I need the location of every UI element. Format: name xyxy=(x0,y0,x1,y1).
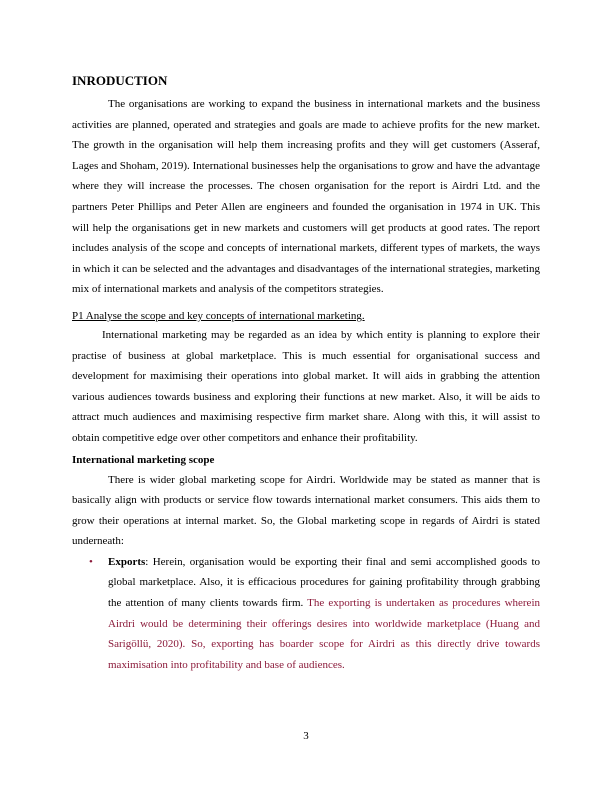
bullet-list xyxy=(72,552,540,676)
intro-heading: INRODUCTION xyxy=(72,73,168,88)
p1-heading: P1 Analyse the scope and key concepts of international marketing. xyxy=(72,309,365,322)
bullet-paragraph xyxy=(108,552,540,676)
page-number: 3 xyxy=(303,730,309,742)
intro-paragraph: The organisations are working to expand the business in international markets and the business activities are planned, operated and strategies and goals are made to achieve profits for the new market. The growth in the organisation will help them increasing profits and they will get customers (Asseraf, Lages and Shoham, 2019). International businesses help the organisations to grow and have the advantage where they will increase the processes. The chosen organisation for the report is Airdri Ltd. and the partners Peter Phillips and Peter Allen are engineers and founded the organisation in 1974 in UK. This will help the organisations get in new markets and customers will get products at good rates. The report includes analysis of the scope and concepts of international markets, different types of markets, the ways in which it can be selected and the advantages and disadvantages of the international strategies, marketing mix of international markets and analysis of the competitors strategies. xyxy=(72,98,540,296)
scope-heading: International marketing scope xyxy=(72,453,215,466)
page-content xyxy=(72,72,540,675)
bullet-term: Exports xyxy=(108,555,146,568)
list-item-exports xyxy=(72,552,540,676)
p1-paragraph: International marketing may be regarded as an idea by which entity is planning to explore their practise of business at global marketplace. This is much essential for organisational success and development for maximising their operations into global market. It will aids in grabbing the attention various audiences towards business and exploring their functions at new market. Also, it will be aids to attract much audiences and maximising respective firm market share. Along with this, it will assist to obtain competitive edge over other competitors and enhance their profitability. xyxy=(72,328,540,444)
bullet-text: Herein, organisation would be exporting their final and semi accomplished goods to global marketplace. Also, it is efficacious procedures for gaining profitability through grabbing the attention of many clients towards firm. xyxy=(108,555,540,610)
bullet-separator: : xyxy=(145,555,153,568)
bullet-highlight-text: The exporting is undertaken as procedures wherein Airdri would be determining their offerings desires into worldwide marketplace (Huang and Sarigöllü, 2020). So, exporting has boarder scope for Airdri as this directly drive towards maximisation into profitability and base of audiences. xyxy=(108,597,540,671)
bullet-icon: • xyxy=(89,555,93,568)
scope-paragraph: There is wider global marketing scope for Airdri. Worldwide may be stated as manner that is basically align with products or service flow towards international market consumers. This aids them to grow their operations at internal market. So, the Global marketing scope in regards of Airdri is stated underneath: xyxy=(72,473,540,548)
